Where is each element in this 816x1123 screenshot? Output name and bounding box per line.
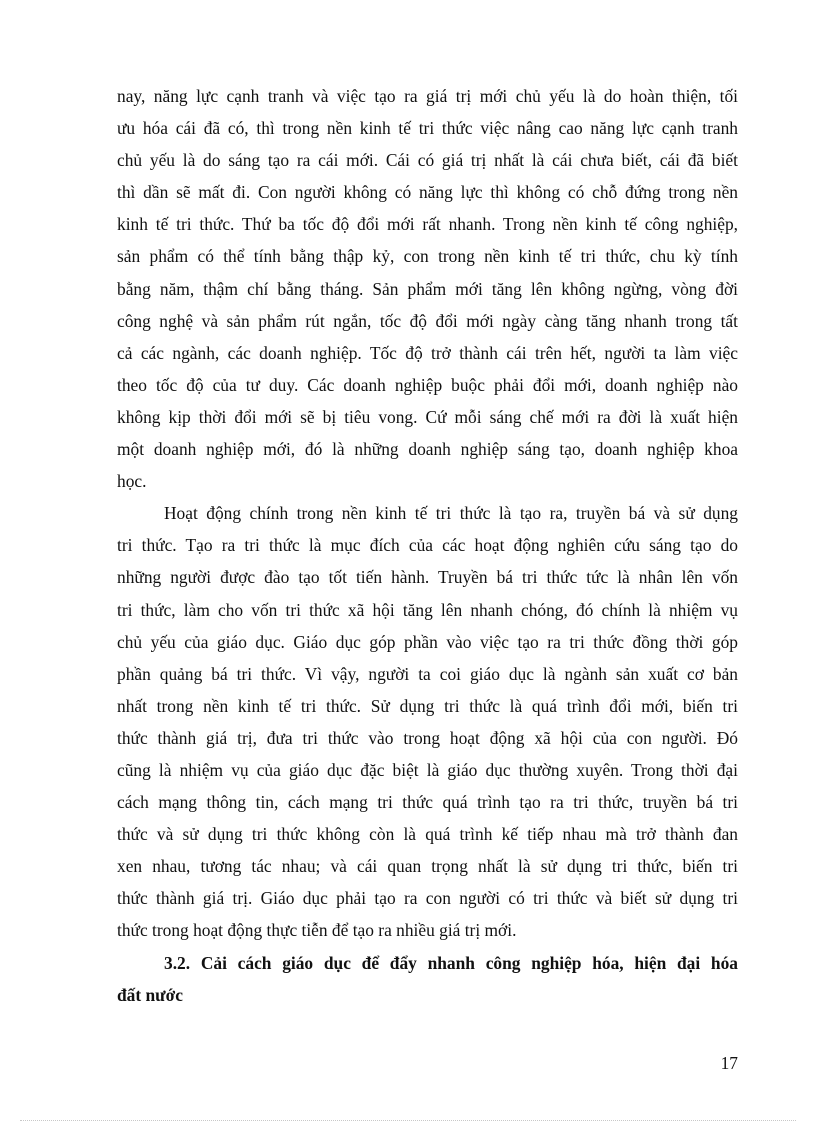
text-line: chủ yếu của giáo dục. Giáo dục góp phần vào việc tạo ra tri thức đồng thời góp bbox=[117, 631, 738, 652]
text-line: tri thức, làm cho vốn tri thức xã hội tăng lên nhanh chóng, đó chính là nhiệm vụ bbox=[117, 599, 738, 620]
text-line: học. bbox=[117, 471, 147, 492]
text-line: theo tốc độ của tư duy. Các doanh nghiệp buộc phải đổi mới, doanh nghiệp nào bbox=[117, 374, 738, 395]
text-line: sản phẩm có thể tính bằng thập kỷ, con trong nền kinh tế tri thức, chu kỳ tính bbox=[117, 246, 738, 267]
section-heading bbox=[117, 947, 738, 1011]
text-line: Hoạt động chính trong nền kinh tế tri thức là tạo ra, truyền bá và sử dụng bbox=[164, 503, 738, 524]
text-line: xen nhau, tương tác nhau; và cái quan trọng nhất là sử dụng tri thức, biến tri bbox=[117, 856, 738, 877]
body-text bbox=[117, 80, 738, 1011]
text-line: cả các ngành, các doanh nghiệp. Tốc độ trở thành cái trên hết, người ta làm việc bbox=[117, 342, 738, 363]
text-line: thức thành giá trị, đưa tri thức vào trong hoạt động xã hội của con người. Đó bbox=[117, 727, 738, 748]
text-line: không kịp thời đổi mới sẽ bị tiêu vong. Cứ mỗi sáng chế mới ra đời là xuất hiện bbox=[117, 406, 738, 427]
text-line: thức trong hoạt động thực tiễn để tạo ra nhiều giá trị mới. bbox=[117, 920, 517, 941]
text-line: phần quảng bá tri thức. Vì vậy, người ta coi giáo dục là ngành sản xuất cơ bản bbox=[117, 663, 738, 684]
text-line: công nghệ và sản phẩm rút ngắn, tốc độ đổi mới ngày càng tăng nhanh trong tất bbox=[117, 310, 738, 331]
text-line: kinh tế tri thức. Thứ ba tốc độ đổi mới rất nhanh. Trong nền kinh tế công nghiệp, bbox=[117, 214, 738, 235]
text-line: thức thành giá trị. Giáo dục phải tạo ra con người có tri thức và biết sử dụng tri bbox=[117, 888, 738, 909]
page-bottom-divider bbox=[20, 1120, 796, 1121]
text-line: ưu hóa cái đã có, thì trong nền kinh tế tri thức việc nâng cao năng lực cạnh tranh bbox=[117, 118, 738, 139]
text-line: nhất trong nền kinh tế tri thức. Sử dụng tri thức là quá trình đổi mới, biến tri bbox=[117, 695, 738, 716]
text-line: tri thức. Tạo ra tri thức là mục đích của các hoạt động nghiên cứu sáng tạo do bbox=[117, 535, 738, 556]
paragraph-2 bbox=[117, 497, 738, 946]
text-line: cách mạng thông tin, cách mạng tri thức quá trình tạo ra tri thức, truyền bá tri bbox=[117, 792, 738, 813]
text-line: nay, năng lực cạnh tranh và việc tạo ra giá trị mới chủ yếu là do hoàn thiện, tối bbox=[117, 86, 738, 106]
heading-line: 3.2. Cải cách giáo dục để đẩy nhanh công nghiệp hóa, hiện đại hóa bbox=[164, 952, 738, 973]
text-line: thức và sử dụng tri thức không còn là quá trình kế tiếp nhau mà trở thành đan bbox=[117, 824, 738, 845]
text-line: thì dần sẽ mất đi. Con người không có năng lực thì không có chỗ đứng trong nền bbox=[117, 182, 738, 203]
text-line: cũng là nhiệm vụ của giáo dục đặc biệt là giáo dục thường xuyên. Trong thời đại bbox=[117, 759, 738, 780]
text-line: bằng năm, thậm chí bằng tháng. Sản phẩm mới tăng lên không ngừng, vòng đời bbox=[117, 278, 738, 299]
text-line: chủ yếu là do sáng tạo ra cái mới. Cái có giá trị nhất là cái chưa biết, cái đã biết bbox=[117, 150, 738, 171]
text-line: những người được đào tạo tốt tiến hành. Truyền bá tri thức tức là nhân lên vốn bbox=[117, 567, 738, 588]
text-line: một doanh nghiệp mới, đó là những doanh nghiệp sáng tạo, doanh nghiệp khoa bbox=[117, 439, 738, 460]
paragraph-1 bbox=[117, 80, 738, 497]
heading-line: đất nước bbox=[117, 984, 183, 1005]
page-number: 17 bbox=[720, 1053, 738, 1073]
